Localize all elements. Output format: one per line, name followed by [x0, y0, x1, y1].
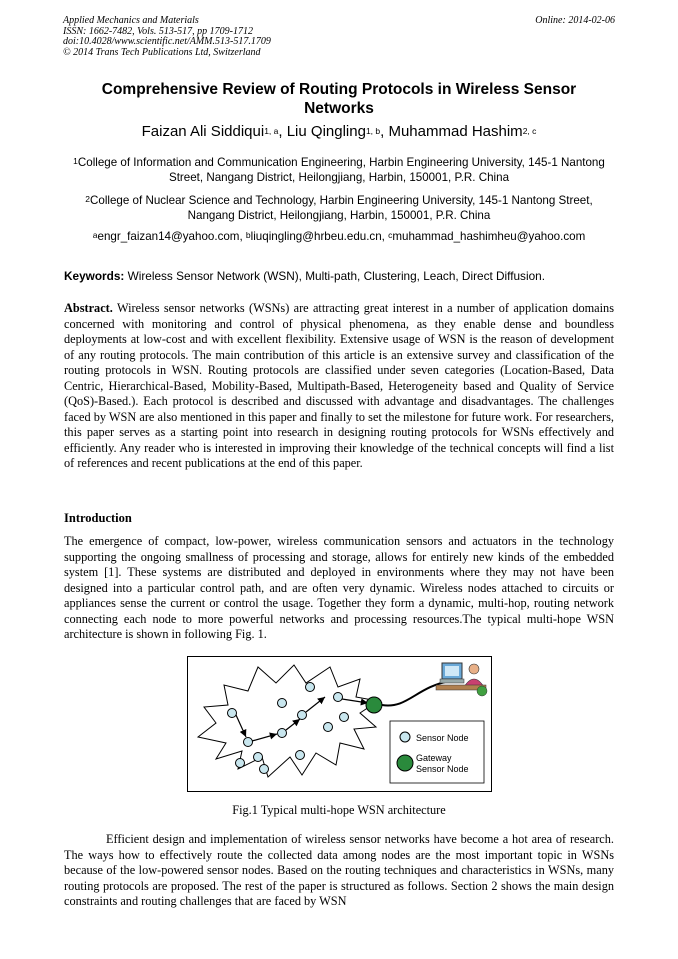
title-line-1: Comprehensive Review of Routing Protocols in Wireless Sensor [101, 81, 577, 98]
email-address: engr_faizan14@yahoo.com, [97, 230, 246, 243]
sensor-node-icon [278, 729, 287, 738]
abstract-label: Abstract. [64, 301, 113, 315]
paper-title [64, 80, 614, 118]
sensor-node-icon [278, 699, 287, 708]
section-heading-introduction: Introduction [64, 511, 132, 525]
wsn-architecture-figure [187, 656, 492, 792]
uplink-cable [382, 681, 450, 705]
sensor-node-icon [298, 711, 307, 720]
legend-gateway-icon [397, 755, 413, 771]
title-line-2: Networks [304, 100, 374, 117]
body-paragraph: Efficient design and implementation of wireless sensor networks have become a hot area of research. The ways how to effectively route the collected data among nodes are the most important topic in WSNs because of the low-powered sensor nodes. Based on the routing techniques and characteristics in WSNs, many routing protocols are proposed. The rest of the paper is structured as follows. Section 2 shows the main design constraints and routing challenges that are faced by WSN [64, 832, 614, 908]
journal-name: Applied Mechanics and Materials [63, 15, 199, 26]
legend-gateway-label-1: Gateway [416, 753, 452, 763]
author-list: Faizan Ali Siddiqui$^{1, a}$, Liu Qingling$^{1, b}$, Muhammad Hashim$^{2, c}$ [141, 123, 537, 140]
doi-line: doi:10.4028/www.scientific.net/AMM.513-517.1709 [63, 36, 271, 47]
affiliation-sup: 2 [85, 194, 91, 204]
figure-caption: Fig.1 Typical multi-hope WSN architecture [232, 803, 446, 817]
affiliation-1 [64, 155, 614, 185]
sensor-node-icon [334, 693, 343, 702]
sensor-node-icon [296, 751, 305, 760]
sensor-node-icon [324, 723, 333, 732]
legend-gateway-label-2: Sensor Node [416, 764, 469, 774]
network-cloud-shape [198, 665, 378, 777]
email-address: muhammad_hashimheu@yahoo.com [392, 230, 586, 243]
keywords-text: Wireless Sensor Network (WSN), Multi-path, Clustering, Leach, Direct Diffusion. [124, 269, 545, 283]
sensor-node-icon [236, 759, 245, 768]
legend-sensor-icon [400, 732, 410, 742]
sensor-node-icon [254, 753, 263, 762]
abstract [64, 301, 614, 472]
abstract-text: Wireless sensor networks (WSNs) are attracting great interest in a number of application domains concerned with monitoring and control of physical phenomena, as they enable dense and boundless deployments at low-cost and with excellent flexibility. Extensive usage of WSN is the reason of development of any routing protocols. The main contribution of this article is an extensive survey and classification of the routing protocols in WSN. Routing protocols are classified under seven categories (Location-Based, Data Centric, Hierarchical-Based, Mobility-Based, Multipath-Based, Heterogeneity based and Quality of Service (QoS)-Based.). Each protocol is described and discussed with advantage and disadvantages. The challenges faced by WSN are also mentioned in this paper and finally to set the milestone for future work. For researchers, this paper serves as a starting point into research in designing routing protocols for WSNs effectively and efficiently. Any reader who is interested in improving their knowledge of the technical concepts will find a list of references and recent publications at the end of this paper. [64, 301, 614, 470]
keywords [64, 269, 616, 284]
online-date: Online: 2014-02-06 [535, 15, 615, 26]
author-name: Liu Qingling [286, 123, 366, 140]
sensor-node-icon [228, 709, 237, 718]
computer-user-icon [436, 663, 487, 696]
affiliation-text: College of Nuclear Science and Technology, Harbin Engineering University, 145-1 Nantong Street, Nangang District, Heilongjiang, Harbin, 150001, P.R. China [90, 194, 593, 222]
affiliation-text: College of Information and Communication Engineering, Harbin Engineering University, 145-1 Nantong Street, Nangang District, Heilongjiang, Harbin, 150001, P.R. China [77, 156, 605, 184]
sensor-node-icon [260, 765, 269, 774]
author-sup: 1, a [264, 126, 279, 136]
affiliation-2 [64, 193, 614, 223]
author-emails [64, 229, 614, 244]
issn-line: ISSN: 1662-7482, Vols. 513-517, pp 1709-1712 [63, 25, 253, 37]
email-sup: a [92, 230, 98, 240]
gateway-node-icon [366, 697, 382, 713]
sensor-node-icon [306, 683, 315, 692]
introduction-paragraph: The emergence of compact, low-power, wireless communication sensors and actuators in the technology supporting the ongoing smallness of processing and storage, allows for entirely new kinds of the embedded system [1]. These systems are distributed and deployed in environments where they may not have been designed into a particular control path, and are often very dynamic. Wireless nodes attached to circuits or appliances sense the current or control the usage. Together they form a dynamic, multi-hop, routing network connecting each node to more powerful networks and processing resources.The typical multi-hope WSN architecture is shown in following Fig. 1. [64, 534, 614, 641]
email-address: liuqingling@hrbeu.edu.cn, [250, 230, 389, 243]
copyright-line: © 2014 Trans Tech Publications Ltd, Switzerland [63, 46, 261, 58]
author-name: Muhammad Hashim [388, 123, 523, 140]
email-sup: c [388, 230, 393, 240]
legend-sensor-label: Sensor Node [416, 733, 469, 743]
sensor-node-icon [340, 713, 349, 722]
keywords-label: Keywords: [64, 269, 125, 283]
wsn-diagram [188, 657, 491, 791]
author-sup: 1, b [365, 126, 381, 136]
author-name: Faizan Ali Siddiqui [141, 123, 265, 140]
affiliation-sup: 1 [73, 156, 78, 166]
author-sup: 2, c [522, 126, 537, 136]
email-sup: b [245, 230, 251, 240]
journal-header [63, 16, 271, 58]
sensor-node-icon [244, 738, 253, 747]
